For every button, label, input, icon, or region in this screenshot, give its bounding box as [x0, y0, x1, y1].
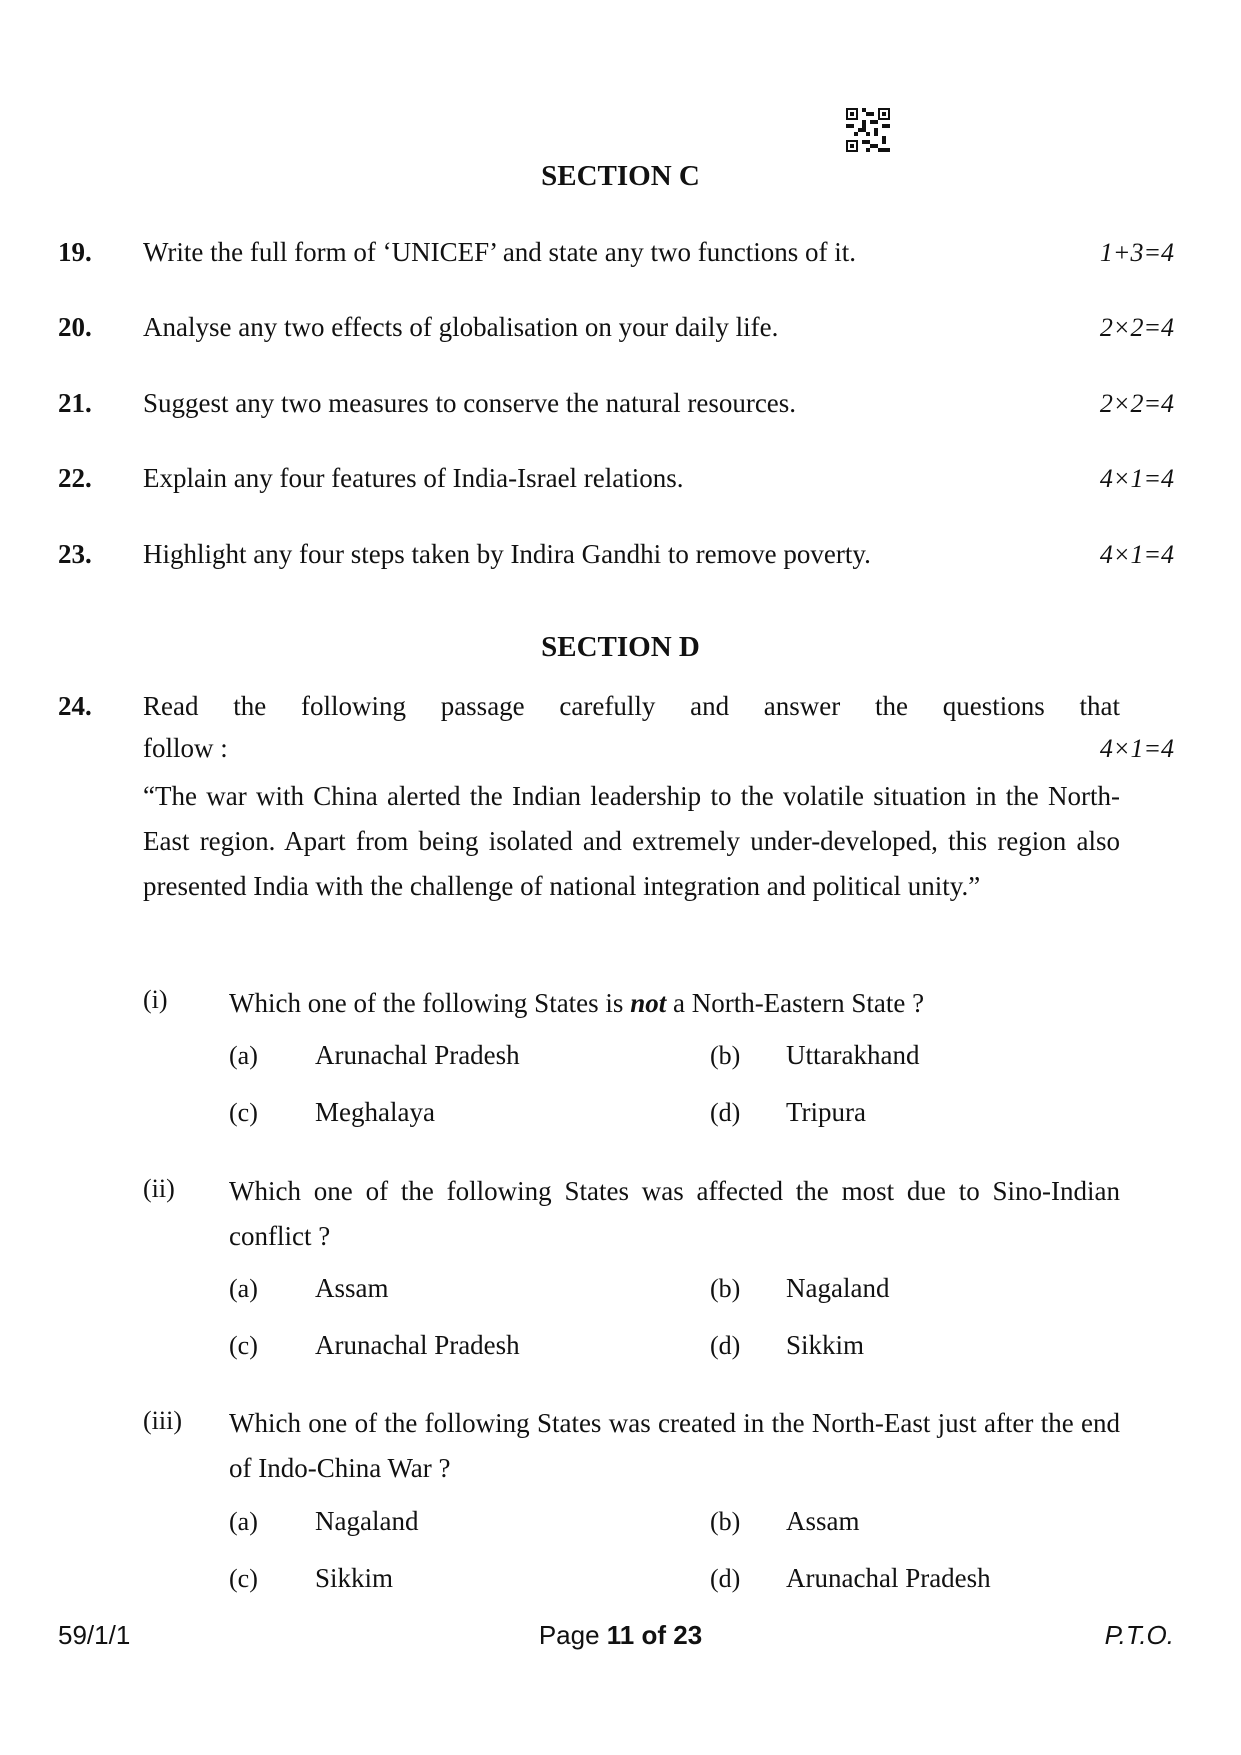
question-marks: 4×1=4 — [1099, 464, 1174, 493]
option-text: Sikkim — [786, 1330, 865, 1360]
sub-question-number: (ii) — [143, 1174, 175, 1203]
question-marks: 4×1=4 — [1099, 734, 1174, 763]
qr-code-icon — [846, 108, 890, 152]
emphasis-word: not — [630, 988, 667, 1018]
option-letter: (c) — [229, 1098, 258, 1127]
option-letter: (d) — [710, 1331, 741, 1360]
question-text: Suggest any two measures to conserve the natural resources. — [143, 388, 797, 418]
question-instruction: Read the following passage carefully and answer the questions that — [143, 691, 1120, 721]
option-text: Sikkim — [315, 1563, 394, 1593]
question-text: Highlight any four steps taken by Indira Gandhi to remove poverty. — [143, 539, 871, 569]
page-total: 23 — [673, 1620, 703, 1650]
option-letter: (a) — [229, 1041, 258, 1070]
option-text: Nagaland — [315, 1506, 419, 1536]
section-c-title: SECTION C — [541, 160, 700, 192]
question-text: Analyse any two effects of globalisation on your daily life. — [143, 312, 779, 342]
option-letter: (a) — [229, 1507, 258, 1536]
sub-question-number: (i) — [143, 985, 168, 1014]
question-marks: 4×1=4 — [1099, 540, 1174, 569]
question-marks: 1+3=4 — [1099, 238, 1174, 267]
sub-question-text: Which one of the following States was affected the most due to Sino-Indian conflict ? — [229, 1176, 1120, 1251]
option-letter: (b) — [710, 1041, 741, 1070]
option-letter: (b) — [710, 1507, 741, 1536]
sub-question-text: Which one of the following States was created in the North-East just after the end of Indo-China War ? — [229, 1408, 1120, 1483]
option-text: Uttarakhand — [786, 1040, 920, 1070]
question-text: Write the full form of ‘UNICEF’ and state any two functions of it. — [143, 237, 856, 267]
question-marks: 2×2=4 — [1099, 313, 1174, 342]
option-letter: (c) — [229, 1331, 258, 1360]
question-marks: 2×2=4 — [1099, 389, 1174, 418]
option-text: Arunachal Pradesh — [315, 1040, 520, 1070]
option-letter: (a) — [229, 1274, 258, 1303]
option-letter: (d) — [710, 1098, 741, 1127]
option-text: Nagaland — [786, 1273, 890, 1303]
page-indicator — [0, 1620, 1241, 1651]
option-letter: (c) — [229, 1564, 258, 1593]
option-letter: (d) — [710, 1564, 741, 1593]
question-number: 19. — [58, 237, 92, 267]
page-of: of — [634, 1620, 674, 1650]
section-d-title: SECTION D — [541, 631, 700, 663]
paper-code: 59/1/1 — [58, 1620, 131, 1650]
sub-question-text-part: Which one of the following States is — [229, 988, 631, 1018]
option-text: Meghalaya — [315, 1097, 435, 1127]
question-number: 21. — [58, 388, 92, 418]
option-letter: (b) — [710, 1274, 741, 1303]
option-text: Tripura — [786, 1097, 867, 1127]
option-text: Assam — [786, 1506, 860, 1536]
option-text: Arunachal Pradesh — [315, 1330, 520, 1360]
sub-question-number: (iii) — [143, 1406, 182, 1435]
pto-label: P.T.O. — [1104, 1620, 1174, 1650]
question-number: 23. — [58, 539, 92, 569]
sub-question-text — [229, 981, 1120, 1026]
question-instruction-cont: follow : — [143, 733, 228, 763]
sub-question-text-part: a North-Eastern State ? — [666, 988, 925, 1018]
question-number: 20. — [58, 312, 92, 342]
page-number: 11 — [606, 1620, 635, 1650]
option-text: Assam — [315, 1273, 389, 1303]
passage-text: “The war with China alerted the Indian leadership to the volatile situation in the North-East region. Apart from being isolated and extremely under-developed, this region also presented India with the challenge of national integration and political unity.” — [143, 781, 1120, 901]
question-number: 22. — [58, 463, 92, 493]
question-number: 24. — [58, 691, 92, 721]
question-text: Explain any four features of India-Israel relations. — [143, 463, 684, 493]
option-text: Arunachal Pradesh — [786, 1563, 991, 1593]
page-prefix: Page — [538, 1620, 607, 1650]
